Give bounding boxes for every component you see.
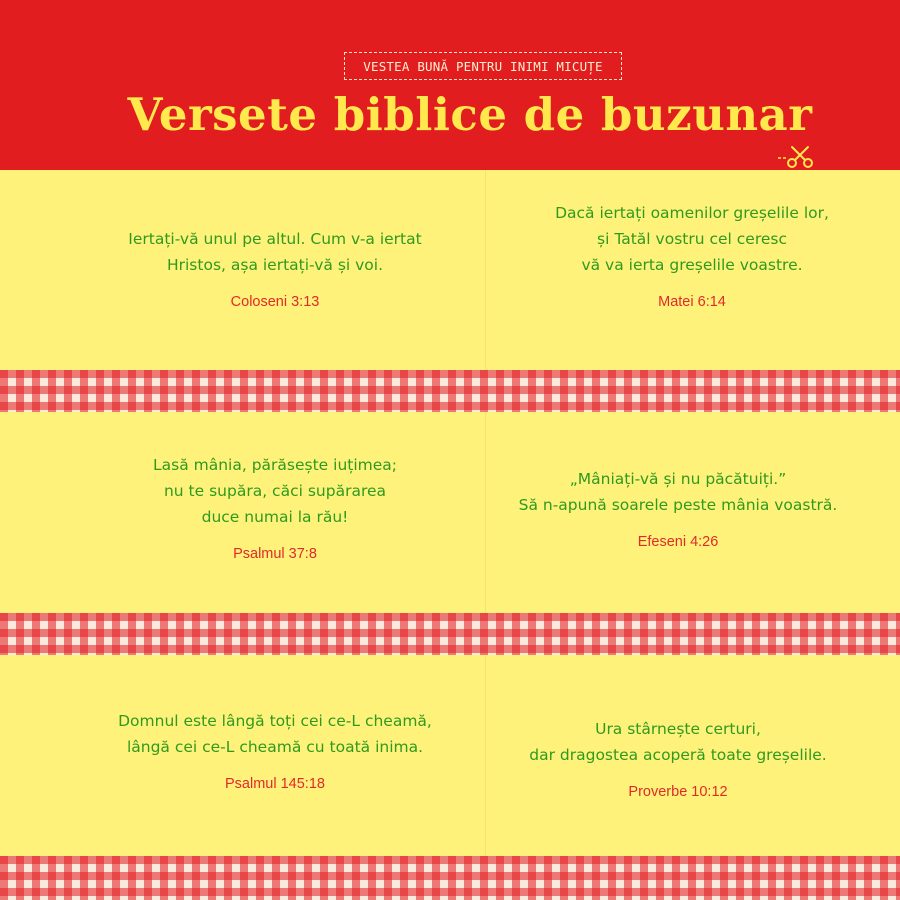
verse-card — [60, 708, 490, 792]
verse-text: Lasă mânia, părăsește iuțimea; nu te supăra, căci supărarea duce numai la rău! — [152, 456, 398, 526]
scissors-icon — [778, 145, 820, 171]
verse-text: Dacă iertați oamenilor greșelile lor, și Tatăl vostru cel ceresc vă va ierta greșelile voastre. — [555, 204, 829, 274]
verse-reference: Proverbe 10:12 — [628, 784, 728, 800]
verse-card — [60, 226, 490, 310]
verse-reference: Matei 6:14 — [658, 294, 726, 310]
series-label — [344, 52, 622, 80]
verse-reference: Psalmul 145:18 — [225, 776, 325, 792]
verse-card — [60, 452, 490, 562]
header-banner — [0, 0, 900, 170]
gingham-strip — [0, 856, 900, 900]
gingham-strip — [0, 613, 900, 655]
series-label-text: VESTEA BUNĂ PENTRU INIMI MICUȚE — [363, 59, 603, 74]
verse-text: Domnul este lângă toți cei ce-L cheamă, lângă cei ce-L cheamă cu toată inima. — [118, 712, 432, 756]
verse-reference: Psalmul 37:8 — [233, 546, 317, 562]
gingham-strip — [0, 370, 900, 412]
verse-text: „Mâniați-vă și nu păcătuiți.” Să n-apună soarele peste mânia voastră. — [518, 470, 838, 514]
verse-card — [472, 200, 900, 310]
page-title: Versete biblice de buzunar — [127, 88, 813, 141]
verse-card — [458, 466, 898, 550]
verse-reference: Coloseni 3:13 — [230, 294, 320, 310]
verse-text: Iertați-vă unul pe altul. Cum v-a iertat Hristos, așa iertați-vă și voi. — [128, 230, 422, 274]
verse-reference: Efeseni 4:26 — [637, 534, 719, 550]
verse-card — [458, 716, 898, 800]
verse-text: Ura stârnește certuri, dar dragostea acoperă toate greșelile. — [529, 720, 827, 764]
